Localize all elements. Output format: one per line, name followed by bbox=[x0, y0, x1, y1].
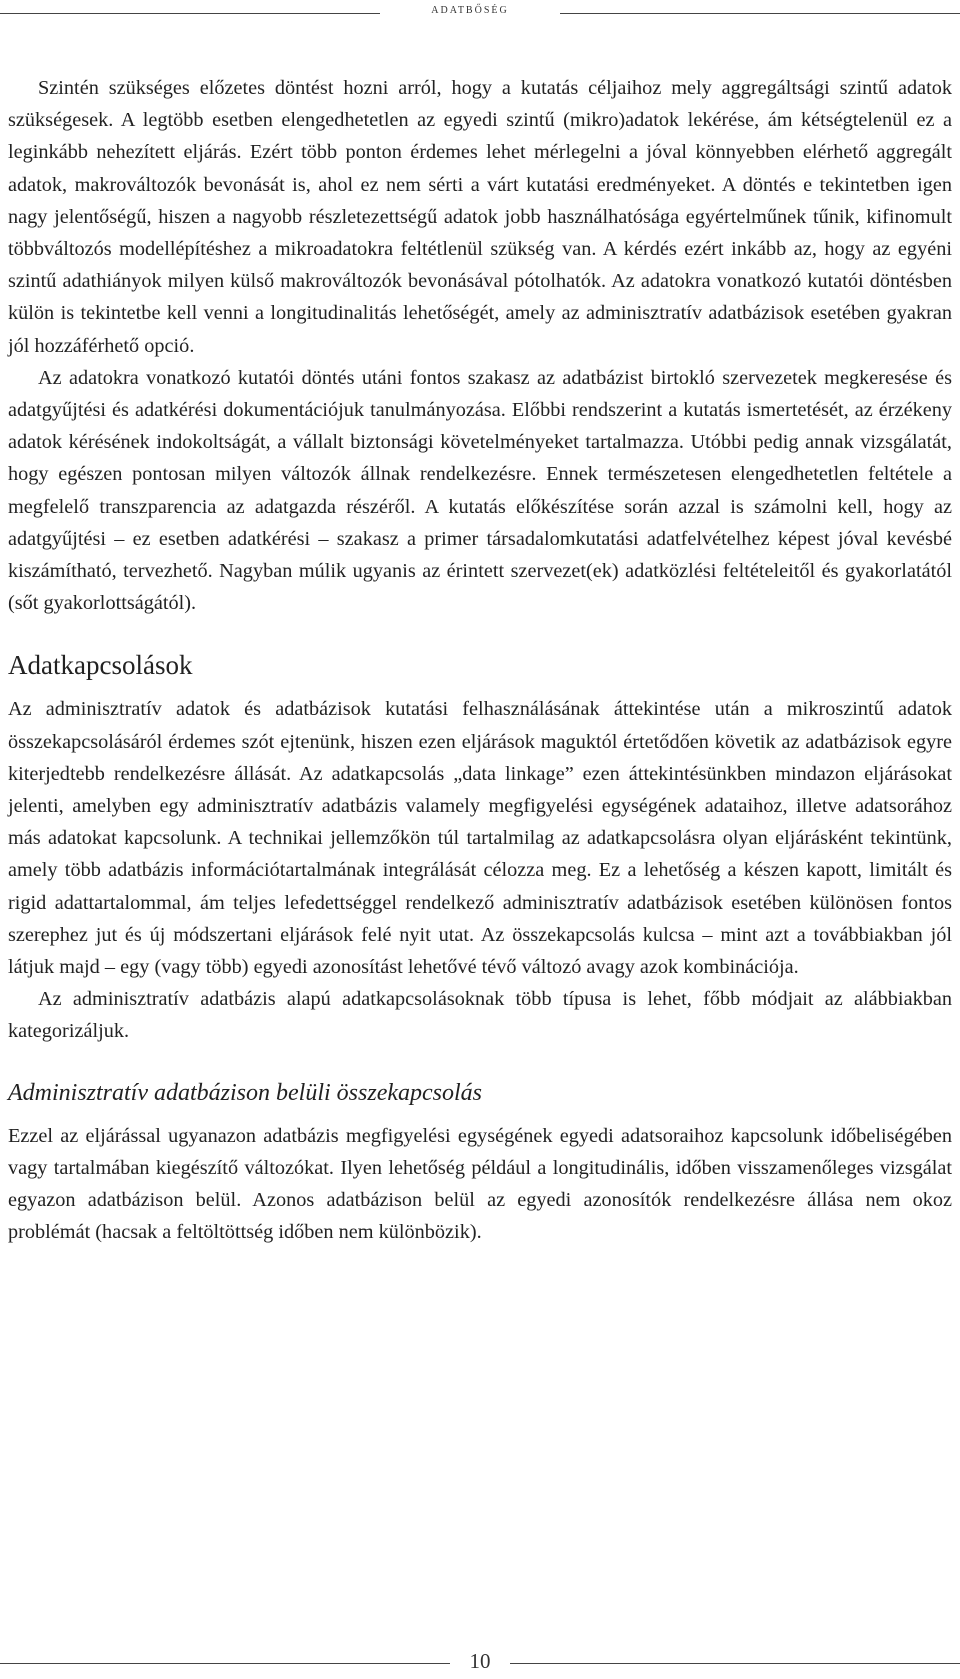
body-paragraph: Az adminisztratív adatok és adatbázisok kutatási felhasználásának áttekintése után a mikroszintű adatok összekapcsolásáról érdemes szót ejtenünk, hiszen ezen eljárások maguktól értetődően követik az adatbázisok egyre kiterjedtebb rendelkezésre állását. Az adatkapcsolás „data linkage” ezen áttekintésünkben mindazon eljárásokat jelenti, amelyben egy adminisztratív adatbázis valamely megfigyelési egységének adataihoz, illetve adatsorához más adatokat kapcsolunk. A technikai jellemzőkön túl tartalmilag az adatkapcsolásra olyan eljárásként tekintünk, amely több adatbázis információtartalmának integrálását célozza meg. Ez a lehetőség a készen kapott, limitált és rigid adattartalommal, ám teljes lefedettséggel rendelkező adminisztratív adatbázisok esetében különösen fontos szerephez jut és új módszertani eljárások felé nyit utat. Az összekapcsolás kulcsa – mint azt a továbbiakban jól látjuk majd – egy (vagy több) egyedi azonosítást lehetővé tévő változó avagy azok kombinációja. bbox=[8, 698, 952, 979]
body-paragraph: Az adminisztratív adatbázis alapú adatkapcsolásoknak több típusa is lehet, főbb módjait az alábbiakban kategorizáljuk. bbox=[8, 988, 952, 1043]
section-heading: Adatkapcsolások bbox=[8, 650, 193, 681]
footer-rule-right bbox=[510, 1663, 960, 1664]
body-paragraph: Szintén szükséges előzetes döntést hozni arról, hogy a kutatás céljaihoz mely aggregáltsági szintű adatok szükségesek. A legtöbb esetben elengedhetetlen az egyedi szintű (mikro)adatok lekérése, ám kétségtelenül ez a leginkább nehezített eljárás. Ezért több ponton érdemes lehet mérlegelni a jóval könnyebben elérhető aggregált adatok, makrováltozók bevonását is, ahol ez nem sérti a várt kutatási eredményeket. A döntés e tekintetben igen nagy jelentőségű, hiszen a nagyobb részletezettségű adatok jobb használhatósága egyértelműnek tűnik, kifinomult többváltozós modellépítéshez a mikroadatokra feltétlenül szükség van. A kérdés ezért inkább az, hogy az egyéni szintű adathiányok milyen külső makrováltozók bevonásával pótolhatók. Az adatokra vonatkozó kutatói döntésben külön is tekintetbe kell venni a longitudinalitás lehetőségét, amely az adminisztratív adatbázisok esetében gyakran jól hozzáférhető opció. bbox=[8, 77, 952, 357]
page-number: 10 bbox=[469, 1649, 491, 1673]
header-rule-right bbox=[560, 13, 960, 14]
subsection-heading: Adminisztratív adatbázison belüli összekapcsolás bbox=[8, 1079, 482, 1106]
running-header bbox=[0, 0, 960, 30]
body-paragraph: Ezzel az eljárással ugyanazon adatbázis megfigyelési egységének egyedi adatsoraihoz kapcsolunk időbeliségében vagy tartalmában kiegészítő változókat. Ilyen lehetőség például a longitudinális, időben visszamenőleges vizsgálat egyazon adatbázison belül. Azonos adatbázison belül az egyedi azonosítók rendelkezésre állása nem okoz problémát (hacsak a feltöltöttség időben nem különbözik). bbox=[8, 1124, 952, 1244]
body-paragraph: Az adatokra vonatkozó kutatói döntés utáni fontos szakasz az adatbázist birtokló szervezetek megkeresése és adatgyűjtési és adatkérési dokumentációjuk tanulmányozása. Előbbi rendszerint a kutatás ismertetését, az érzékeny adatok kérésének indokoltságát, a vállalt biztonsági követelményeket tartalmazza. Utóbbi pedig annak vizsgálatát, hogy egészen pontosan milyen változók állnak rendelkezésre. Ennek természetesen elengedhetetlen feltétele a megfelelő transzparencia az adatgazda részéről. A kutatás előkészítése során azzal is számolni kell, hogy az adatgyűjtési – ez esetben adatkérési – szakasz a primer társadalomkutatási adatfelvételhez képest jóval kevésbé kiszámítható, tervezhető. Nagyban múlik ugyanis az érintett szervezet(ek) adatközlési feltételeitől és gyakorlatától (sőt gyakorlottságától). bbox=[8, 366, 952, 615]
page-footer bbox=[0, 1645, 960, 1675]
header-title: adatbőség bbox=[431, 2, 509, 17]
header-rule-left bbox=[0, 13, 380, 14]
page-body bbox=[8, 72, 952, 1249]
footer-rule-left bbox=[0, 1663, 450, 1664]
